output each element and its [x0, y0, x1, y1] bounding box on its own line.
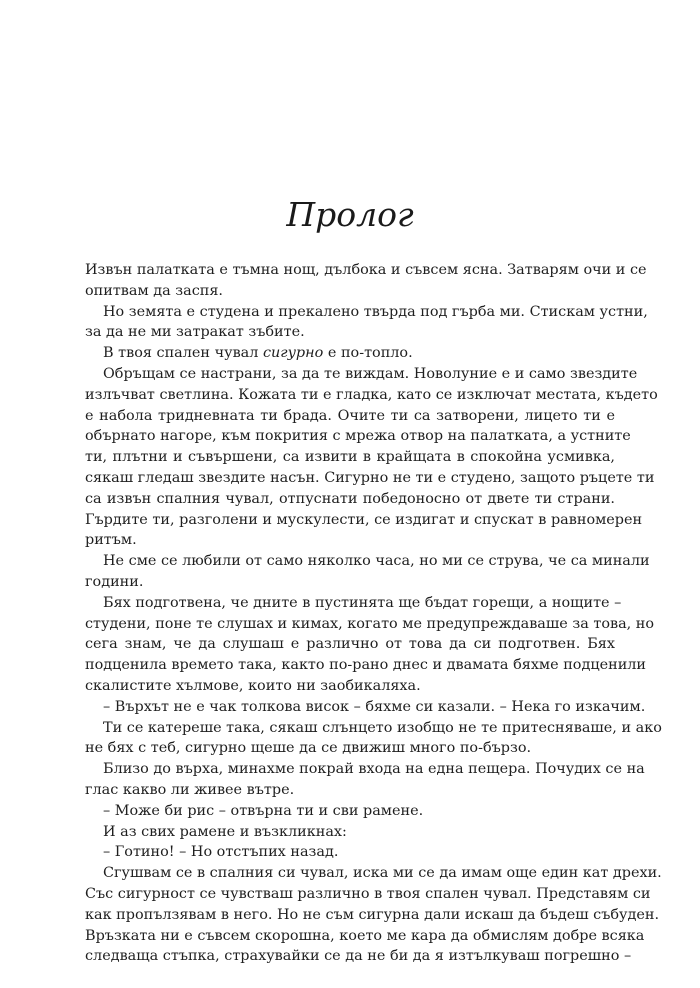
text-line: – Може би рис – отвърна ти и сви рамене.: [103, 802, 424, 819]
text-line: Но земята е студена и прекалено твърда под гърба ми. Стискам устни,: [103, 303, 648, 320]
text-line: Сгушвам се в спалния си чувал, иска ми се да имам още един кат дрехи.: [103, 865, 662, 882]
text-line: следваща стъпка, страхувайки се да не би да я изтълкуваш погрешно –: [85, 948, 632, 965]
text-line: сякаш гледаш звездите насън. Сигурно не ти е студено, защото ръцете ти: [85, 469, 655, 486]
text-segment: В твоя спален чувал: [103, 345, 263, 362]
text-line: опитвам да заспя.: [85, 282, 224, 299]
text-segment: е по-топло.: [323, 345, 413, 362]
text-line: Извън палатката е тъмна нощ, дълбока и съвсем ясна. Затварям очи и се: [85, 262, 647, 278]
text-line: студени, поне те слушах и кимах, когато ме предупреждаваше за това, но: [85, 615, 655, 632]
text-line: подценила времето така, както по-рано днес и двамата бяхме подценили: [85, 657, 647, 674]
chapter-title: Пролог: [286, 195, 414, 234]
text-line: Близо до върха, минахме покрай входа на една пещера. Почудих се на: [103, 761, 645, 778]
text-line: ти, плътни и съвършени, са извити в крайщата в спокойна усмивка,: [85, 449, 615, 466]
text-line: обърнато нагоре, към покрития с мрежа отвор на палатката, а устните: [85, 428, 631, 445]
text-line: Връзката ни е съвсем скорошна, което ме кара да обмислям добре всяка: [85, 927, 645, 944]
text-line: Не сме се любили от само няколко часа, но ми се струва, че са минали: [103, 553, 650, 570]
text-line: ритъм.: [85, 532, 137, 549]
text-line: Гърдите ти, разголени и мускулести, се издигат и спускат в равномерен: [85, 511, 643, 528]
text-line: са извън спалния чувал, отпуснати победоносно от двете ти страни.: [85, 490, 615, 507]
text-line: как пропълзявам в него. Но не съм сигурна дали искаш да бъдеш събуден.: [85, 906, 660, 923]
text-line: – Готино! – Но отстъпих назад.: [103, 844, 339, 861]
text-line: е набола тридневната ти брада. Очите ти са затворени, лицето ти е: [85, 407, 615, 424]
text-line: сега знам, че да слушаш е различно от това да си подготвен. Бях: [85, 636, 615, 653]
text-line: за да не ми затракат зъбите.: [85, 324, 305, 341]
text-line: Бях подготвена, че дните в пустинята ще бъдат горещи, а нощите –: [103, 594, 622, 611]
text-line: [85, 343, 615, 364]
text-line: глас какво ли живее вътре.: [85, 781, 295, 798]
text-line: Със сигурност се чувстваш различно в твоя спален чувал. Представям си: [85, 885, 651, 902]
text-line: не бях с теб, сигурно щеше да се движиш много по-бързо.: [85, 740, 532, 757]
text-line: излъчват светлина. Кожата ти е гладка, като се изключат местата, където: [85, 386, 658, 403]
body-text: [85, 260, 662, 967]
text-line: години.: [85, 573, 144, 590]
text-line: Обръщам се настрани, за да те виждам. Новолуние е и само звездите: [103, 365, 638, 382]
text-line: скалистите хълмове, които ни заобикаляха.: [85, 677, 421, 694]
text-line: – Върхът не е чак толкова висок – бяхме си казали. – Нека го изкачим.: [103, 698, 646, 715]
text-line: Ти се катереше така, сякаш слънцето изобщо не те притесняваше, и ако: [103, 719, 662, 736]
emphasis-text: сигурно: [262, 345, 324, 362]
text-line: И аз свих рамене и възкликнах:: [103, 823, 347, 840]
